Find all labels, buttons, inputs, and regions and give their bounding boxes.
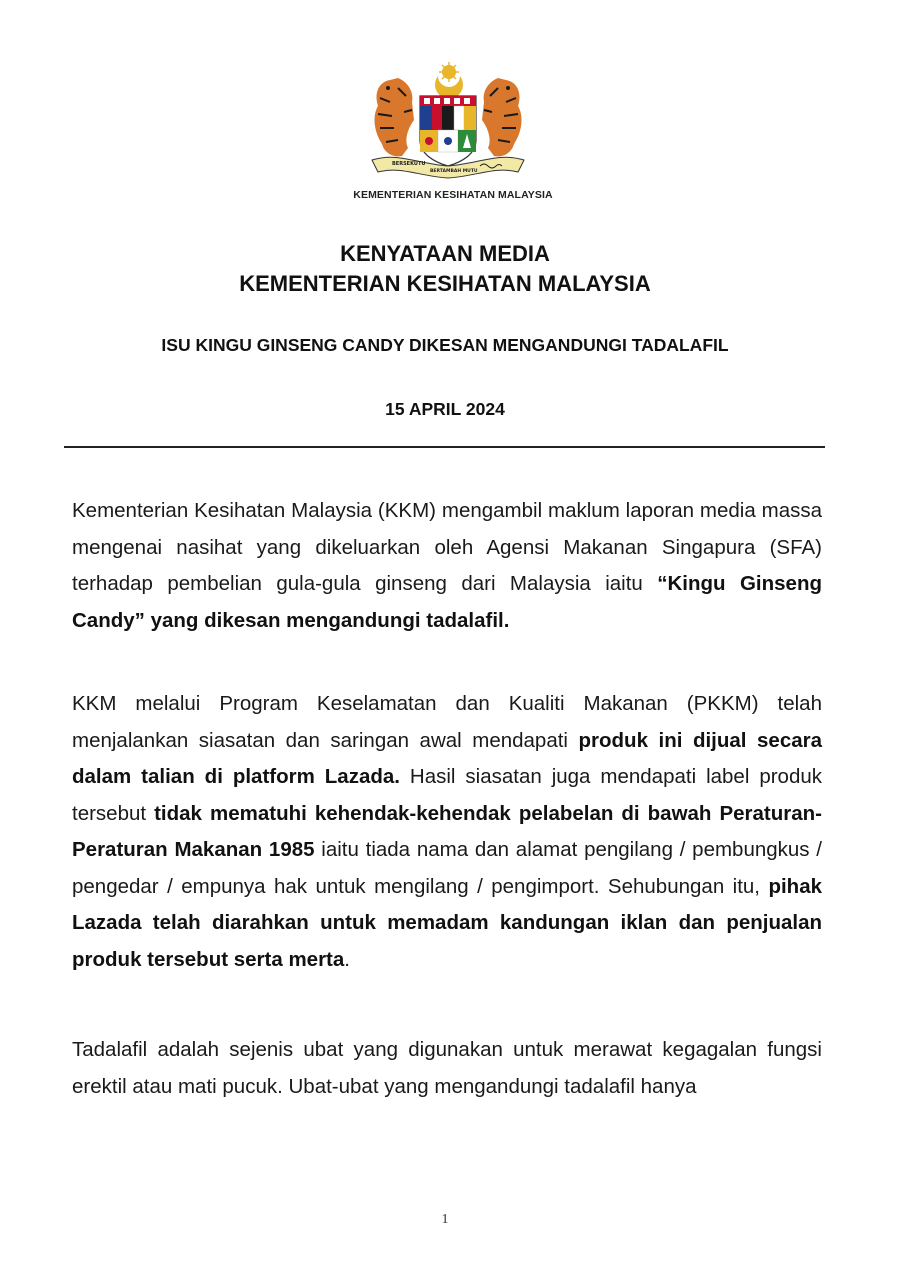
page-number: 1 xyxy=(441,1212,449,1227)
crest-shield xyxy=(420,96,476,166)
ministry-caption: KEMENTERIAN KESIHATAN MALAYSIA xyxy=(353,189,553,201)
paragraph-2-text-2: Hasil siasatan juga mendapati label produk tersebut xyxy=(72,765,823,825)
paragraph-2-text-4: . xyxy=(344,947,350,971)
paragraph-2-text-1: KKM melalui Program Keselamatan dan Kualiti Makanan (PKKM) telah menjalankan siasatan dan saringan awal mendapati xyxy=(72,692,822,752)
document-title-line2: KEMENTERIAN KESIHATAN MALAYSIA xyxy=(239,271,651,296)
header-divider xyxy=(64,446,825,448)
left-tiger-icon xyxy=(375,78,414,156)
paragraph-2-text-3: iaitu tiada nama dan alamat pengilang / pembungkus / pengedar / empunya hak untuk mengilang / pengimport. Sehubungan itu, xyxy=(72,838,822,898)
paragraph-3 xyxy=(72,1032,822,1105)
right-tiger-icon xyxy=(482,78,521,156)
document-title-line1: KENYATAAN MEDIA xyxy=(340,241,550,266)
document-subject: ISU KINGU GINSENG CANDY DIKESAN MENGANDUNGI TADALAFIL xyxy=(161,335,729,355)
crest-motto-left: BERSEKUTU xyxy=(392,161,426,167)
paragraph-2-bold-1: produk ini dijual secara dalam talian di platform Lazada. xyxy=(72,728,822,788)
crest-crescent-star xyxy=(435,62,463,99)
paragraph-3-text-1: Tadalafil adalah sejenis ubat yang digunakan untuk merawat kegagalan fungsi erektil atau mati pucuk. Ubat-ubat yang mengandungi tadalafil hanya xyxy=(72,1038,822,1098)
paragraph-2 xyxy=(72,686,822,978)
malaysia-coat-of-arms-icon xyxy=(368,62,528,180)
paragraph-1-bold-1: “Kingu Ginseng Candy” yang dikesan mengandungi tadalafil. xyxy=(72,572,822,632)
document-date: 15 APRIL 2024 xyxy=(385,399,505,419)
paragraph-1 xyxy=(72,493,822,639)
paragraph-2-bold-2: tidak mematuhi kehendak-kehendak pelabelan di bawah Peraturan-Peraturan Makanan 1985 xyxy=(72,801,822,861)
crest-motto-right: BERTAMBAH MUTU xyxy=(430,169,478,174)
paragraph-2-bold-3: pihak Lazada telah diarahkan untuk memadam kandungan iklan dan penjualan produk tersebut serta merta xyxy=(72,874,822,971)
paragraph-1-text-1: Kementerian Kesihatan Malaysia (KKM) mengambil maklum laporan media massa mengenai nasihat yang dikeluarkan oleh Agensi Makanan Singapura (SFA) terhadap pembelian gula-gula ginseng dari Malaysia iaitu xyxy=(72,499,822,595)
